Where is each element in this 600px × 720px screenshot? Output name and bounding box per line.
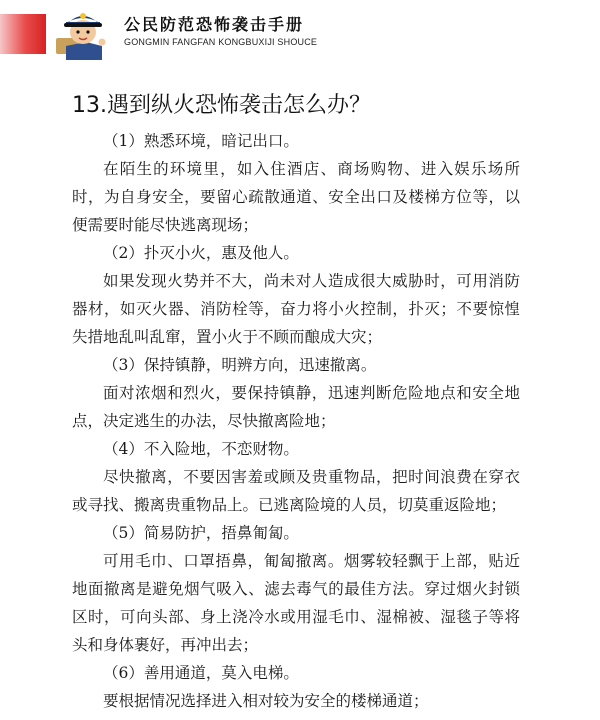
- paragraph: 尽快撤离，不要因害羞或顾及贵重物品，把时间浪费在穿衣或寻找、搬离贵重物品上。已逃离险境的人员，切莫重返险地；: [72, 468, 520, 514]
- paragraph: （2）扑灭小火，惠及他人。: [103, 244, 299, 262]
- red-accent-block: [0, 14, 46, 54]
- paragraph: （3）保持镇静，明辨方向，迅速撤离。: [103, 356, 377, 374]
- handbook-title-en: GONGMIN FANGFAN KONGBUXIJI SHOUCE: [124, 37, 318, 47]
- article-title: 13.遇到纵火恐怖袭击怎么办？: [72, 93, 371, 118]
- paragraph: 可用毛巾、口罩捂鼻，匍匐撤离。烟雾较轻飘于上部，贴近地面撤离是避免烟气吸入、滤去毒气的最佳方法。穿过烟火封锁区时，可向头部、身上浇冷水或用湿毛巾、湿棉被、湿毯子等将头和身体裹好，再冲出去；: [72, 552, 520, 654]
- paragraph: 如果发现火势并不大，尚未对人造成很大威胁时，可用消防器材，如灭火器、消防栓等，奋力将小火控制，扑灭；不要惊惶失措地乱叫乱窜，置小火于不顾而酿成大灾；: [72, 272, 520, 346]
- paragraph: （4）不入险地，不恋财物。: [103, 440, 299, 458]
- paragraph: 在陌生的环境里，如入住酒店、商场购物、进入娱乐场所时，为自身安全，要留心疏散通道、安全出口及楼梯方位等，以便需要时能尽快逃离现场；: [72, 160, 520, 234]
- police-mascot-icon: [52, 2, 114, 60]
- paragraph: （5）简易防护，捂鼻匍匐。: [103, 524, 299, 542]
- handbook-title-cn: 公民防范恐怖袭击手册: [124, 15, 305, 34]
- article-body: [72, 127, 520, 715]
- page-header: [0, 0, 600, 62]
- paragraph: 面对浓烟和烈火，要保持镇静，迅速判断危险地点和安全地点，决定逃生的办法，尽快撤离险地；: [72, 384, 520, 430]
- paragraph: 要根据情况选择进入相对较为安全的楼梯通道；: [103, 692, 429, 710]
- paragraph: （6）善用通道，莫入电梯。: [103, 664, 299, 682]
- paragraph: （1）熟悉环境，暗记出口。: [103, 132, 299, 150]
